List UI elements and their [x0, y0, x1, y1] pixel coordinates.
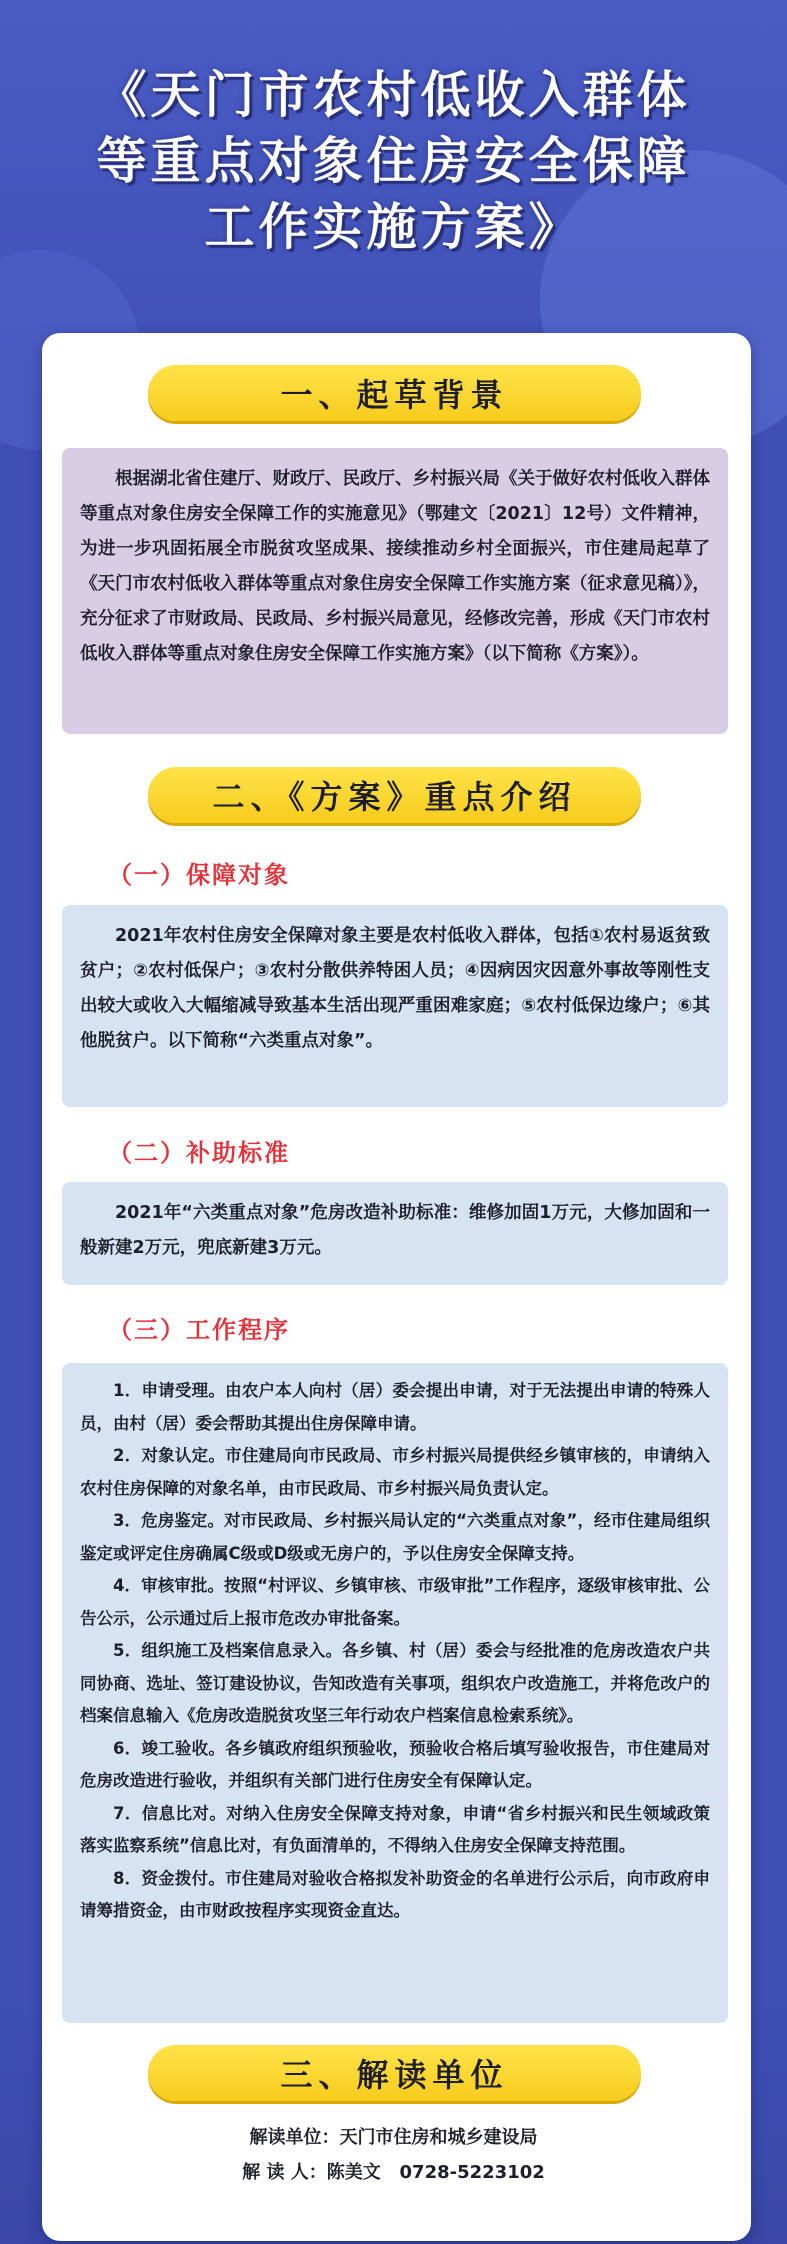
- procedure-item: 2．对象认定。市住建局向市民政局、市乡村振兴局提供经乡镇审核的，申请纳入农村住房保障的对象名单，由市民政局、市乡村振兴局负责认定。: [80, 1446, 710, 1498]
- interpreter-contact: 解 读 人：陈美文 0728-5223102: [242, 2162, 545, 2183]
- section-1-heading-text: 一、起草背景: [280, 376, 509, 414]
- background-paragraph: 根据湖北省住建厅、财政厅、民政厅、乡村振兴局《关于做好农村低收入群体等重点对象住房安全保障工作的实施意见》（鄂建文〔2021〕12号）文件精神，为进一步巩固拓展全市脱贫攻坚成果、接续推动乡村全面振兴，市住建局起草了《天门市农村低收入群体等重点对象住房安全保障工作实施方案（征求意见稿）》，充分征求了市财政局、民政局、乡村振兴局意见，经修改完善，形成《天门市农村低收入群体等重点对象住房安全保障工作实施方案》（以下简称《方案》）。: [80, 469, 710, 664]
- procedure-item: 7．信息比对。对纳入住房安全保障支持对象，申请“省乡村振兴和民生领域政策落实监察系统”信息比对，有负面清单的，不得纳入住房安全保障支持范围。: [80, 1803, 710, 1855]
- title-line-3: 工作实施方案》: [204, 198, 583, 256]
- procedure-item: 8．资金拨付。市住建局对验收合格拟发补助资金的名单进行公示后，向市政府申请筹措资金，由市财政按程序实现资金直达。: [80, 1868, 710, 1920]
- section-3-heading-text: 三、解读单位: [280, 2056, 509, 2094]
- subsection-2-heading: （二）补助标准: [108, 1139, 290, 1167]
- subsidy-paragraph: 2021年“六类重点对象”危房改造补助标准：维修加固1万元，大修加固和一般新建2万元，兜底新建3万元。: [80, 1203, 710, 1258]
- subsection-1-heading: （一）保障对象: [108, 861, 290, 889]
- target-paragraph-box: [62, 905, 728, 1107]
- interpreting-unit: 解读单位：天门市住房和城乡建设局: [249, 2127, 538, 2148]
- title-line-2: 等重点对象住房安全保障: [96, 132, 691, 190]
- section-3-heading: [148, 2045, 641, 2101]
- procedure-item: 1．申请受理。由农户本人向村（居）委会提出申请，对于无法提出申请的特殊人员，由村（居）委会帮助其提出住房保障申请。: [80, 1381, 710, 1433]
- section-2-heading: [148, 767, 641, 823]
- background-paragraph-box: [62, 448, 728, 734]
- subsidy-paragraph-box: [62, 1182, 728, 1285]
- section-2-heading-text: 二、《方案》重点介绍: [212, 778, 577, 816]
- target-paragraph: 2021年农村住房安全保障对象主要是农村低收入群体，包括①农村易返贫致贫户；②农村低保户；③农村分散供养特困人员；④因病因灾因意外事故等刚性支出较大或收入大幅缩减导致基本生活出现严重困难家庭；⑤农村低保边缘户；⑥其他脱贫户。以下简称“六类重点对象”。: [80, 926, 710, 1051]
- procedure-item: 3．危房鉴定。对市民政局、乡村振兴局认定的“六类重点对象”，经市住建局组织鉴定或评定住房确属C级或D级或无房户的，予以住房安全保障支持。: [80, 1511, 710, 1563]
- procedure-item: 6．竣工验收。各乡镇政府组织预验收，预验收合格后填写验收报告，市住建局对危房改造进行验收，并组织有关部门进行住房安全有保障认定。: [80, 1738, 710, 1790]
- title-line-1: 《天门市农村低收入群体: [96, 66, 691, 124]
- page-title: [0, 62, 787, 260]
- section-1-heading: [148, 365, 641, 421]
- procedure-item: 5．组织施工及档案信息录入。各乡镇、村（居）委会与经批准的危房改造农户共同协商、选址、签订建设协议，告知改造有关事项，组织农户改造施工，并将危改户的档案信息输入《危房改造脱贫攻坚三年行动农户档案信息检索系统》。: [80, 1641, 710, 1725]
- procedure-item: 4．审核审批。按照“村评议、乡镇审核、市级审批”工作程序，逐级审核审批、公告公示，公示通过后上报市危改办审批备案。: [80, 1576, 710, 1628]
- procedure-list-box: [62, 1363, 728, 2023]
- subsection-3-heading: （三）工作程序: [108, 1316, 290, 1344]
